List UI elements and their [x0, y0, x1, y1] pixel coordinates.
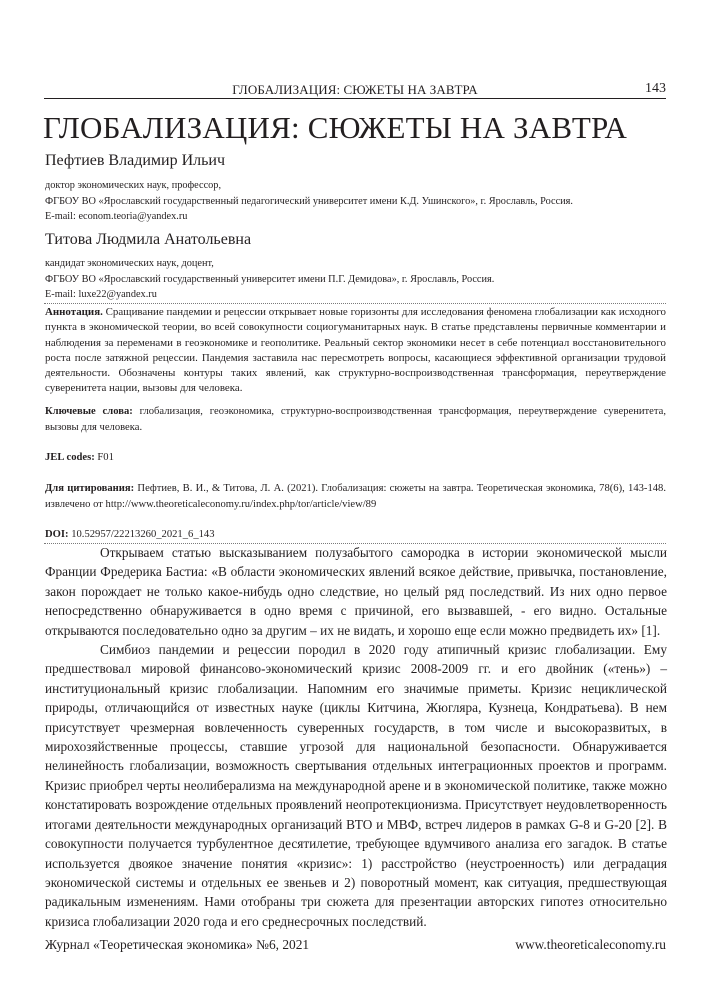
jel-codes-label: JEL codes: [45, 452, 95, 463]
author-1-affiliation: ФГБОУ ВО «Ярославский государственный педагогический университет имени К.Д. Ушинского», г. Ярославль, Россия. [45, 195, 573, 207]
author-2-degree: кандидат экономических наук, доцент, [45, 258, 214, 269]
citation [45, 481, 666, 513]
page-number: 143 [645, 81, 666, 96]
footer-journal: Журнал «Теоретическая экономика» №6, 2021 [45, 937, 310, 952]
author-1-name: Пефтиев Владимир Ильич [45, 152, 226, 169]
author-2-email: E-mail: luxe22@yandex.ru [45, 289, 157, 300]
author-1-email: E-mail: econom.teoria@yandex.ru [45, 211, 188, 222]
author-2-affiliation: ФГБОУ ВО «Ярославский государственный университет имени П.Г. Демидова», г. Ярославль, Россия. [45, 273, 495, 285]
doi-label: DOI: [45, 529, 69, 540]
author-1-degree: доктор экономических наук, профессор, [45, 180, 222, 191]
jel-codes [45, 450, 666, 466]
abstract [45, 305, 666, 397]
citation-label: Для цитирования: [45, 483, 135, 494]
author-2-name: Титова Людмила Анатольевна [45, 231, 252, 248]
keywords-text: глобализация, геоэкономика, структурно-воспроизводственная трансформация, переутверждение суверенитета, вызовы для человека. [45, 406, 666, 433]
body-paragraph: Симбиоз пандемии и рецессии породил в 2020 году атипичный кризис глобализации. Ему предшествовал мировой финансово-экономический кризис 2008-2009 гг. и его двойник («тень») – институциональный кризис глобализации. Напомним его значимые приметы. Кризис нециклической природы, отличающийся от известных науке (циклы Китчина, Жюгляра, Кузнеца, Кондратьева). В нем присутствует чрезмерная вовлеченность суверенных государств, в том числе и высокоразвитых, в мирохозяйственные процессы, ставшие угрозой для национальной безопасности. Обнаруживается нелинейность глобализации, возможность свертывания отдельных интеграционных проектов и программ. Кризис приобрел черты неолиберализма на международной арене и в экономической политике, также можно констатировать возрождение отдельных проявлений неопротекционизма. Присутствует неудовлетворенность итогами деятельности международных организаций ВТО и МВФ, встреч лидеров в рамках G-8 и G-20 [2]. В совокупности получается турбулентное десятилетие, требующее вдумчивого анализа его загадок. В статье используется двоякое значение понятия «кризис»: 1) расстройство (неустроенность) или деградация экономической системы и отдельных ее звеньев и 2) поворотный момент, как ситуация, предшествующая радикальным изменениям. Нами отобраны три сюжета для презентации авторских гипотез относительно кризиса глобализации 2020 года и его среднесрочных последствий. [45, 642, 667, 929]
article-body [45, 543, 667, 931]
doi [45, 527, 666, 543]
keywords-label: Ключевые слова: [45, 406, 133, 417]
abstract-text: Сращивание пандемии и рецессии открывает новые горизонты для исследования феномена глобализации как исходного пункта в экономической теории, во всей совокупности социогуманитарных наук. В статье представлены первичные комментарии и наблюдения за переменами в геоэкономике и геополитике. Реальный сектор экономики несет в себе потенциал восстановительного роста после затяжной рецессии. Пандемия заставила нас пересмотреть вопросы, касающиеся эффективной организации трудовой деятельности. Обозначены контуры таких явлений, как структурно-воспроизводственная трансформация, переутверждение суверенитета нации, вызовы для человека. [45, 306, 666, 395]
keywords [45, 404, 666, 436]
article-title: ГЛОБАЛИЗАЦИЯ: СЮЖЕТЫ НА ЗАВТРА [43, 110, 628, 145]
author-2-affiliation-block [45, 256, 494, 303]
running-header [44, 80, 666, 99]
running-header-title: ГЛОБАЛИЗАЦИЯ: СЮЖЕТЫ НА ЗАВТРА [232, 82, 478, 97]
author-1-affiliation-block [45, 178, 573, 225]
body-paragraph: Открываем статью высказыванием полузабытого самородка в истории экономической мысли Франции Фредерика Бастиа: «В области экономических явлений всякое действие, привычка, постановление, закон порождает не только какое-нибудь одно следствие, но целый ряд последствий. Из них одно первое непосредственно обнаруживается в одно время с причиной, его вызвавшей, - его видно. Остальные открываются последовательно одно за другим – их не видать, и хорошо еще если можно предвидеть их» [1]. [45, 545, 667, 638]
footer-website: www.theoreticaleconomy.ru [515, 937, 666, 952]
jel-codes-text: F01 [94, 452, 114, 463]
dotted-separator-top [44, 303, 666, 304]
doi-text: 10.52957/22213260_2021_6_143 [68, 529, 215, 540]
citation-text: Пефтиев, В. И., & Титова, Л. А. (2021). Глобализация: сюжеты на завтра. Теоретическая экономика, 78(6), 143-148. извлечено от http://www.theoreticaleconomy.ru/index.php/tor/article/view/89 [45, 483, 666, 510]
abstract-label: Аннотация. [45, 306, 103, 318]
